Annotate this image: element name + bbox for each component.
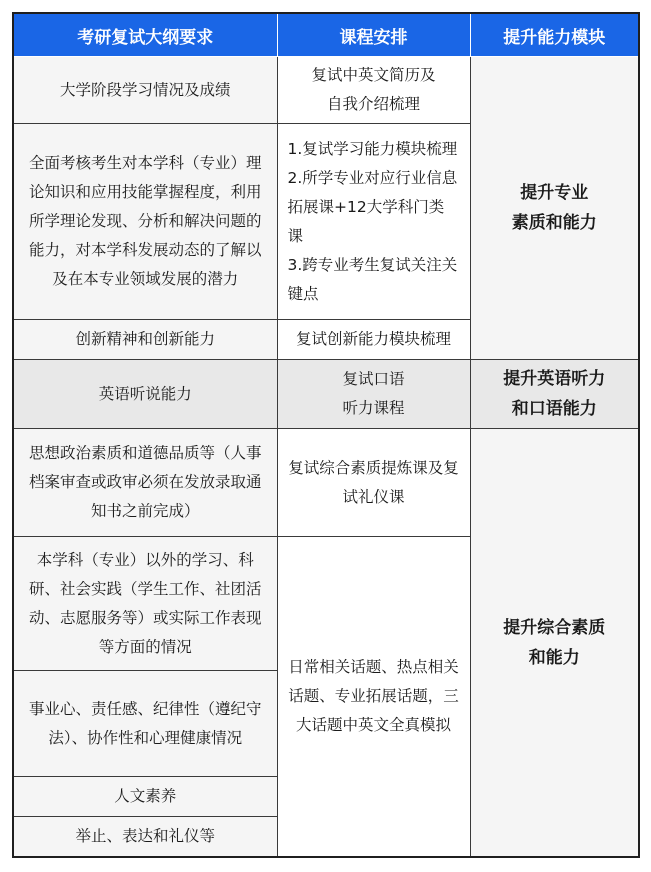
requirement-cell: 思想政治素质和道德品质等（人事档案审查或政审必须在发放录取通知书之前完成） <box>13 429 277 537</box>
requirement-cell: 创新精神和创新能力 <box>13 320 277 360</box>
requirement-cell: 举止、表达和礼仪等 <box>13 817 277 857</box>
module-line: 提升综合素质 <box>503 617 606 638</box>
requirement-cell: 英语听说能力 <box>13 360 277 429</box>
course-line: 自我介绍梳理 <box>326 95 420 114</box>
requirement-cell: 事业心、责任感、纪律性（遵纪守法）、协作性和心理健康情况 <box>13 671 277 777</box>
requirement-cell: 人文素养 <box>13 777 277 817</box>
requirement-cell: 大学阶段学习情况及成绩 <box>13 57 277 124</box>
module-cell <box>470 429 639 857</box>
course-line: 复试中英文简历及 <box>311 66 436 85</box>
module-line: 素质和能力 <box>511 213 597 234</box>
course-cell <box>277 57 470 124</box>
module-cell <box>470 57 639 360</box>
header-row <box>13 13 639 57</box>
course-cell: 复试综合素质提炼课及复试礼仪课 <box>277 429 470 537</box>
module-line: 提升英语听力 <box>503 369 606 390</box>
course-cell <box>277 360 470 429</box>
course-cell <box>277 124 470 320</box>
table-row <box>13 57 639 124</box>
module-cell <box>470 360 639 429</box>
header-requirements: 考研复试大纲要求 <box>13 13 277 57</box>
syllabus-table <box>12 12 640 858</box>
course-list-item: 3.跨专业考生复试关注关键点 <box>287 255 458 303</box>
module-line: 提升专业 <box>520 183 589 204</box>
header-modules: 提升能力模块 <box>470 13 639 57</box>
course-cell: 日常相关话题、热点相关话题、专业拓展话题，三大话题中英文全真模拟 <box>277 537 470 857</box>
module-line: 和能力 <box>528 647 580 668</box>
course-list-item: 2.所学专业对应行业信息拓展课+12大学科门类课 <box>287 168 458 245</box>
course-line: 听力课程 <box>342 399 405 418</box>
course-line: 复试口语 <box>342 370 405 389</box>
table-row <box>13 429 639 537</box>
header-courses: 课程安排 <box>277 13 470 57</box>
module-line: 和口语能力 <box>511 399 597 420</box>
course-list-item: 1.复试学习能力模块梳理 <box>287 139 458 158</box>
table-row <box>13 360 639 429</box>
requirement-cell: 全面考核考生对本学科（专业）理论知识和应用技能掌握程度，利用所学理论发现、分析和解决问题的能力，对本学科发展动态的了解以及在本专业领域发展的潜力 <box>13 124 277 320</box>
course-cell: 复试创新能力模块梳理 <box>277 320 470 360</box>
requirement-cell: 本学科（专业）以外的学习、科研、社会实践（学生工作、社团活动、志愿服务等）或实际工作表现等方面的情况 <box>13 537 277 671</box>
